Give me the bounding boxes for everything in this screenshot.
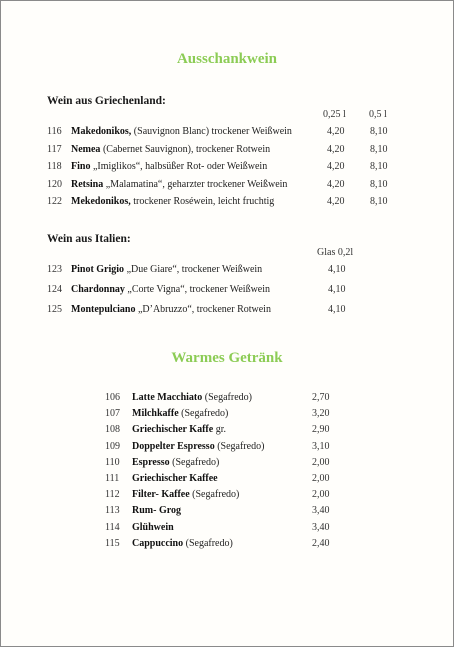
- menu-row: [1, 407, 453, 421]
- item-description: [71, 178, 287, 192]
- item-number: 108: [105, 424, 120, 436]
- item-description: [132, 391, 252, 405]
- item-description: [132, 440, 264, 454]
- price-large: 8,10: [370, 161, 388, 172]
- item-name: Chardonnay: [71, 284, 125, 295]
- menu-row: [1, 504, 453, 518]
- col-header-05: 0,5 l: [369, 109, 387, 120]
- price-small: 4,10: [328, 284, 346, 295]
- menu-row: [1, 456, 453, 470]
- menu-row: [1, 472, 453, 486]
- item-detail: (Segafredo): [169, 456, 220, 468]
- item-detail: „Due Giare“, trockener Weißwein: [124, 264, 263, 275]
- item-description: [71, 283, 270, 297]
- item-detail: (Segafredo): [178, 408, 229, 420]
- item-detail: (Segafredo): [214, 440, 265, 452]
- item-number: 118: [47, 161, 62, 172]
- menu-row: [1, 195, 453, 209]
- item-price: 3,10: [312, 440, 330, 452]
- item-description: [132, 423, 226, 437]
- price-large: 8,10: [370, 196, 388, 207]
- item-detail: gr.: [213, 424, 226, 436]
- item-price: 3,40: [312, 505, 330, 517]
- item-price: 3,20: [312, 408, 330, 420]
- item-name: Montepulciano: [71, 304, 136, 315]
- menu-row: [1, 521, 453, 535]
- price-small: 4,20: [327, 196, 345, 207]
- item-name: Pinot Grigio: [71, 264, 125, 275]
- item-description: [132, 521, 174, 535]
- item-number: 109: [105, 440, 120, 452]
- item-number: 125: [47, 304, 62, 315]
- item-description: [132, 407, 228, 421]
- item-name: Filter- Kaffee: [132, 489, 190, 501]
- item-number: 113: [105, 505, 120, 517]
- item-name: Rum- Grog: [132, 505, 181, 517]
- heading-wein-italien: Wein aus Italien:: [47, 233, 131, 245]
- item-detail: (Sauvignon Blanc) trockener Weißwein: [131, 126, 292, 137]
- item-detail: trockener Roséwein, leicht fruchtig: [130, 196, 275, 207]
- menu-row: [1, 537, 453, 551]
- item-number: 107: [105, 408, 120, 420]
- item-description: [132, 472, 218, 486]
- item-description: [71, 160, 267, 174]
- col-header-025: 0,25 l: [323, 109, 346, 120]
- menu-row: [1, 283, 453, 297]
- price-small: 4,10: [328, 264, 346, 275]
- item-name: Latte Macchiato: [132, 392, 203, 403]
- item-detail: „Imiglikos“, halbsüßer Rot- oder Weißwein: [90, 161, 268, 172]
- price-small: 4,20: [327, 126, 345, 137]
- item-price: 2,00: [312, 473, 330, 484]
- item-detail: „D’Abruzzo“, trockener Rotwein: [135, 304, 271, 315]
- menu-row: [1, 440, 453, 454]
- item-number: 122: [47, 196, 62, 207]
- item-number: 123: [47, 264, 62, 275]
- item-number: 106: [105, 392, 120, 403]
- price-small: 4,20: [327, 143, 345, 155]
- item-price: 2,40: [312, 537, 330, 549]
- item-price: 2,90: [312, 424, 330, 436]
- item-name: Nemea: [71, 143, 101, 155]
- item-name: Doppelter Espresso: [132, 440, 215, 452]
- item-name: Griechischer Kaffe: [132, 424, 214, 436]
- item-detail: (Segafredo): [202, 392, 252, 403]
- col-header-glas: Glas 0,2l: [317, 247, 354, 258]
- item-number: 115: [105, 537, 120, 549]
- heading-wein-griechenland: Wein aus Griechenland:: [47, 95, 166, 107]
- menu-row: [1, 125, 453, 139]
- price-large: 8,10: [370, 178, 388, 190]
- menu-row: [1, 143, 453, 157]
- item-description: [71, 303, 271, 317]
- item-detail: „Corte Vigna“, trockener Weißwein: [124, 284, 271, 295]
- item-name: Cappuccino: [132, 537, 184, 549]
- item-detail: (Cabernet Sauvignon), trockener Rotwein: [100, 143, 271, 155]
- item-detail: „Malamatina“, geharzter trockener Weißwein: [103, 178, 288, 190]
- item-detail: (Segafredo): [189, 489, 240, 501]
- section-title-ausschankwein: Ausschankwein: [176, 51, 278, 67]
- menu-row: [1, 391, 453, 405]
- item-name: Fino: [71, 161, 91, 172]
- item-name: Retsina: [71, 178, 104, 190]
- item-number: 114: [105, 521, 120, 533]
- item-price: 2,70: [312, 392, 330, 403]
- item-number: 116: [47, 126, 62, 137]
- item-number: 111: [105, 473, 120, 484]
- menu-row: [1, 423, 453, 437]
- item-number: 120: [47, 178, 62, 190]
- menu-row: [1, 263, 453, 277]
- item-name: Mekedonikos,: [71, 196, 131, 207]
- item-description: [71, 143, 270, 157]
- item-name: Griechischer Kaffee: [132, 473, 218, 484]
- item-price: 2,00: [312, 456, 330, 468]
- item-name: Glühwein: [132, 521, 174, 533]
- price-small: 4,20: [327, 178, 345, 190]
- item-name: Milchkaffe: [132, 408, 179, 420]
- price-small: 4,10: [328, 304, 346, 315]
- menu-row: [1, 178, 453, 192]
- item-name: Espresso: [132, 456, 170, 468]
- price-large: 8,10: [370, 143, 388, 155]
- menu-row: [1, 303, 453, 317]
- menu-row: [1, 488, 453, 502]
- item-description: [71, 263, 262, 277]
- item-detail: (Segafredo): [183, 537, 233, 549]
- item-number: 110: [105, 456, 120, 468]
- item-number: 117: [47, 143, 62, 155]
- menu-row: [1, 160, 453, 174]
- item-number: 124: [47, 284, 62, 295]
- item-price: 3,40: [312, 521, 330, 533]
- price-small: 4,20: [327, 161, 345, 172]
- item-description: [132, 504, 181, 518]
- item-description: [132, 488, 239, 502]
- item-name: Makedonikos,: [71, 126, 132, 137]
- price-large: 8,10: [370, 126, 388, 137]
- item-number: 112: [105, 489, 120, 501]
- section-title-warmes-getraenk: Warmes Getränk: [171, 350, 283, 366]
- item-description: [71, 125, 292, 139]
- item-description: [132, 537, 233, 551]
- item-price: 2,00: [312, 489, 330, 501]
- item-description: [71, 195, 274, 209]
- item-description: [132, 456, 219, 470]
